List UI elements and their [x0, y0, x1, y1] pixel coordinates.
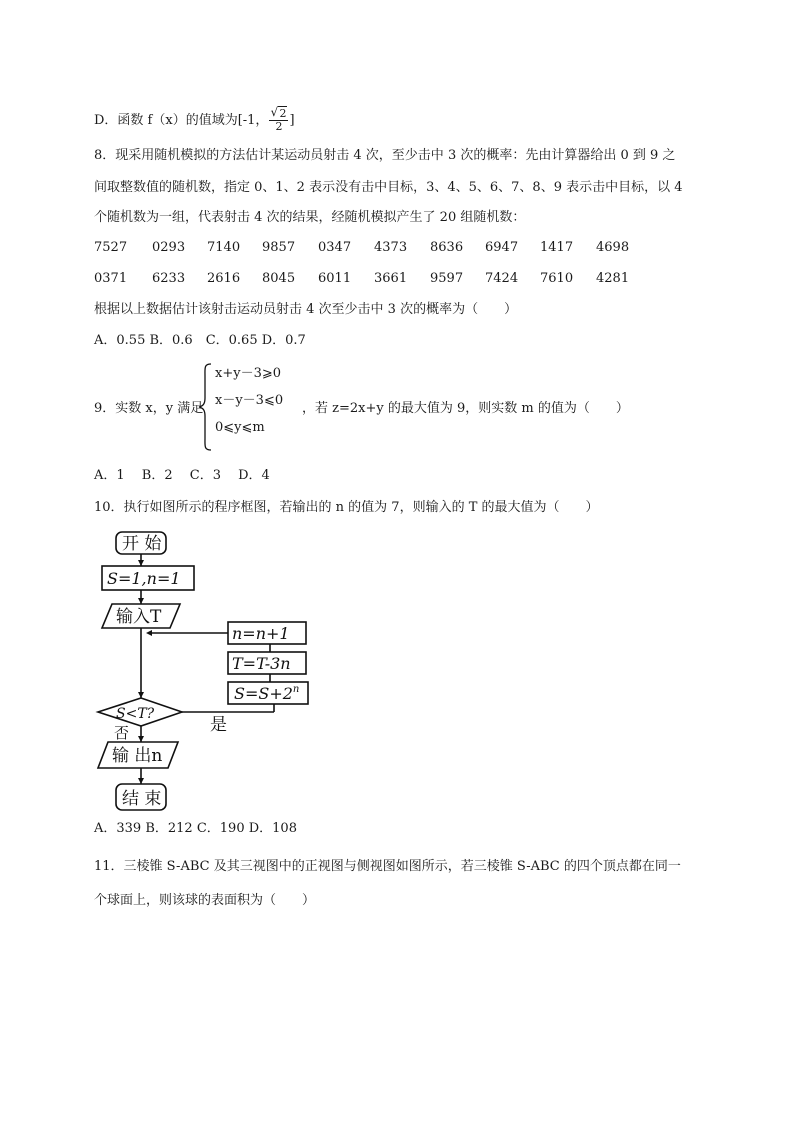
- flowchart-condition-label: S<T?: [116, 706, 155, 722]
- random-number: 8636: [430, 240, 464, 255]
- random-number: 9857: [262, 240, 296, 255]
- q9-suffix: ，若 z=2x+y 的最大值为 9，则实数 m 的值为（ ）: [302, 401, 629, 416]
- constraint-1: x+y－3⩾0: [215, 366, 282, 381]
- constraint-3: 0⩽y⩽m: [215, 420, 265, 435]
- random-number: 4281: [596, 271, 630, 286]
- q9-options: A．1 B．2 C．3 D．4: [94, 468, 270, 483]
- q7-option-d-prefix: D．函数 f（x）的值域为[-1，: [94, 113, 269, 128]
- left-brace-icon: [197, 362, 213, 452]
- random-number: 9597: [430, 271, 464, 286]
- random-number: 4373: [374, 240, 408, 255]
- flowchart-step3-label: n=n+1: [232, 624, 290, 643]
- random-number: 1417: [540, 240, 574, 255]
- random-number: 7610: [540, 271, 574, 286]
- flowchart-step2-label: T=T-3n: [232, 654, 291, 673]
- flowchart-input-label: 输入T: [116, 607, 162, 627]
- program-flowchart: [94, 528, 324, 818]
- q11-line-1: 11．三棱锥 S-ABC 及其三视图中的正视图与侧视图如图所示，若三棱锥 S-ABC 的四个顶点都在同一: [94, 859, 681, 874]
- random-number: 6233: [152, 271, 186, 286]
- flowchart-step1-exponent: n: [292, 684, 300, 695]
- random-number: 7527: [94, 240, 128, 255]
- random-number: 0293: [152, 240, 186, 255]
- random-number: 3661: [374, 271, 408, 286]
- q10-question: 10．执行如图所示的程序框图，若输出的 n 的值为 7，则输入的 T 的最大值为（ ）: [94, 500, 599, 515]
- random-number: 2616: [207, 271, 241, 286]
- q8-line-3: 个随机数为一组，代表射击 4 次的结果，经随机模拟产生了 20 组随机数：: [94, 210, 526, 225]
- constraint-2: x－y－3⩽0: [215, 393, 284, 408]
- q11-line-2: 个球面上，则该球的表面积为（ ）: [94, 893, 316, 908]
- q8-options: A．0.55 B．0.6 C．0.65 D．0.7: [94, 333, 306, 348]
- flowchart-output-label: 输 出n: [112, 746, 163, 766]
- random-number: 7424: [485, 271, 519, 286]
- sqrt: √ 2: [270, 105, 287, 120]
- fraction-denominator: 2: [275, 120, 283, 133]
- q7-option-d: [94, 105, 295, 133]
- random-number: 4698: [596, 240, 630, 255]
- random-number: 6947: [485, 240, 519, 255]
- q7-option-d-suffix: ]: [289, 113, 295, 128]
- flowchart-step1-main: S=S+2: [234, 684, 293, 703]
- flowchart-step1-label: [234, 684, 299, 703]
- random-number: 0371: [94, 271, 128, 286]
- q9-prefix: 9．实数 x，y 满足: [94, 401, 204, 416]
- flowchart-init-label: S=1,n=1: [107, 569, 181, 588]
- flowchart-end-label: 结 束: [122, 789, 162, 809]
- q10-options: A．339 B．212 C．190 D．108: [94, 821, 297, 836]
- flowchart-start-label: 开 始: [122, 534, 162, 554]
- random-number: 7140: [207, 240, 241, 255]
- random-number: 8045: [262, 271, 296, 286]
- random-number: 6011: [318, 271, 352, 286]
- random-number: 0347: [318, 240, 352, 255]
- q8-question: 根据以上数据估计该射击运动员射击 4 次至少击中 3 次的概率为（ ）: [94, 302, 518, 317]
- q8-line-1: 8．现采用随机模拟的方法估计某运动员射击 4 次，至少击中 3 次的概率：先由计算器给出 0 到 9 之: [94, 148, 676, 163]
- sqrt-content: 2: [279, 107, 287, 120]
- flowchart-yes-label: 是: [210, 715, 227, 735]
- flowchart-no-label: 否: [114, 724, 130, 742]
- fraction: [269, 105, 288, 133]
- q8-line-2: 间取整数值的随机数，指定 0、1、2 表示没有击中目标，3、4、5、6、7、8、9 表示击中目标，以 4: [94, 180, 683, 195]
